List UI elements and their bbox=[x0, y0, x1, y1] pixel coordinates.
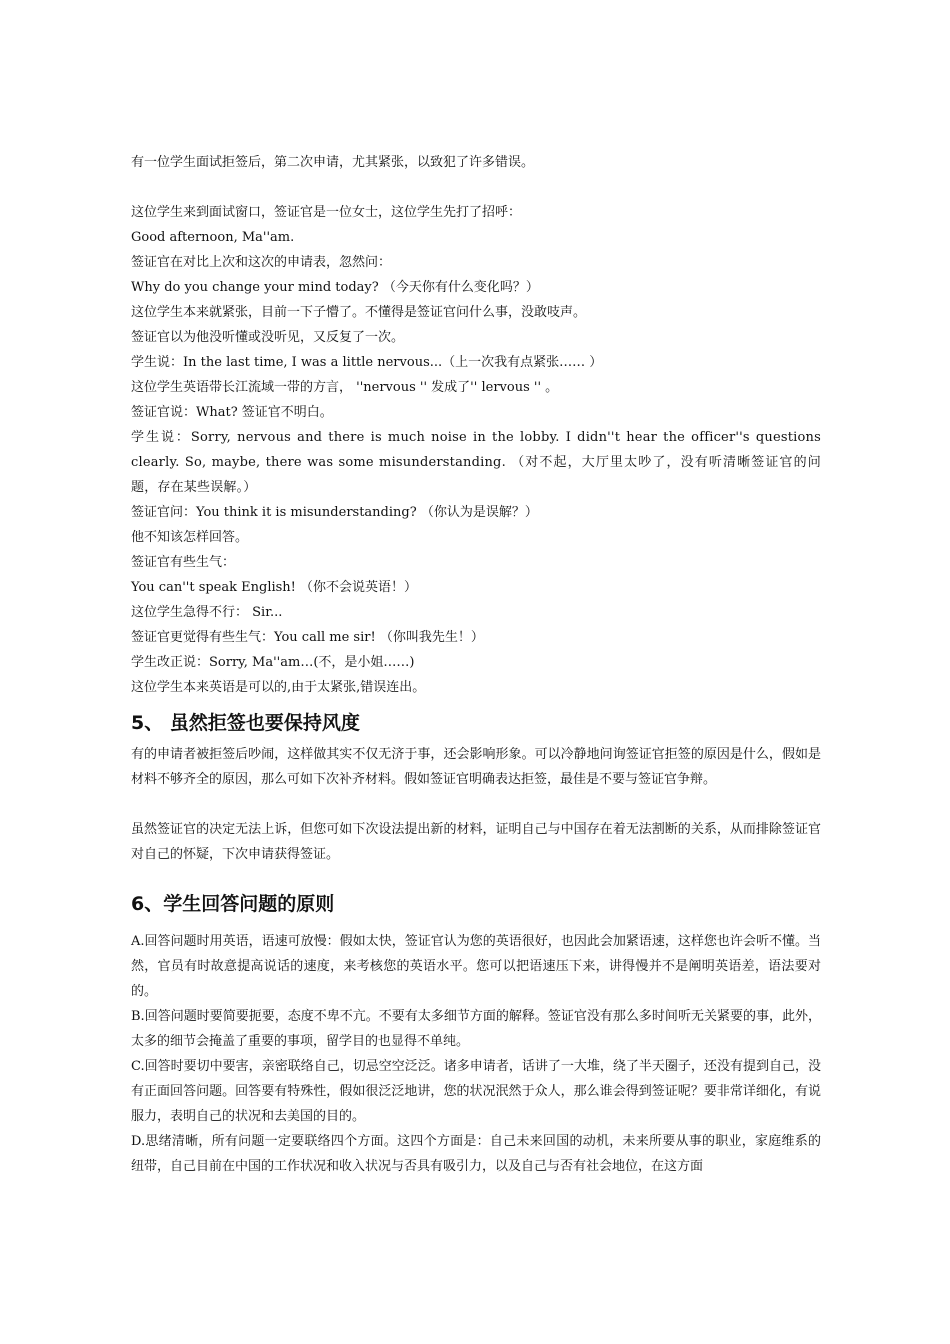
section-6-item-d: D.思绪清晰，所有问题一定要联络四个方面。这四个方面是：自己未来回国的动机，未来所要从事的职业，家庭维系的纽带，自己目前在中国的工作状况和收入状况与否具有吸引力，以及自己与否有社会地位，在这方面 bbox=[131, 1134, 821, 1174]
section-6-heading: 6、学生回答问题的原则 bbox=[131, 893, 335, 915]
section-6-item-c: C.回答时要切中要害，亲密联络自己，切忌空空泛泛。诸多申请者，话讲了一大堆，绕了半天圈子，还没有提到自己，没有正面回答问题。回答要有特殊性，假如很泛泛地讲，您的状况泯然于众人，那么谁会得到签证呢？要非常详细化，有说服力，表明自己的状况和去美国的目的。 bbox=[131, 1059, 821, 1124]
intro-line-10: 签证官说：What? 签证官不明白。 bbox=[131, 405, 333, 420]
intro-line-7: 签证官以为他没听懂或没听见，又反复了一次。 bbox=[131, 330, 405, 345]
intro-line-16: 这位学生急得不行： Sir... bbox=[131, 605, 283, 620]
intro-line-15: You can''t speak English! （你不会说英语！） bbox=[131, 580, 418, 595]
intro-line-12: 签证官问：You think it is misunderstanding? （你认为是误解？） bbox=[131, 505, 538, 520]
intro-line-14: 签证官有些生气： bbox=[131, 555, 236, 570]
intro-line-3: Good afternoon, Ma''am. bbox=[131, 230, 295, 245]
intro-line-6: 这位学生本来就紧张，目前一下子懵了。不懂得是签证官问什么事，没敢吱声。 bbox=[131, 305, 587, 320]
document-page bbox=[131, 150, 821, 1179]
intro-line-9: 这位学生英语带长江流域一带的方言， ''nervous '' 发成了'' lervous '' 。 bbox=[131, 380, 559, 395]
blank-line bbox=[131, 792, 821, 817]
section-6-item-b: B.回答问题时要简要扼要，态度不卑不亢。不要有太多细节方面的解释。签证官没有那么多时间听无关紧要的事，此外，太多的细节会掩盖了重要的事项，留学目的也显得不单纯。 bbox=[131, 1009, 821, 1049]
intro-line-17: 签证官更觉得有些生气：You call me sir! （你叫我先生！） bbox=[131, 630, 484, 645]
intro-line-13: 他不知该怎样回答。 bbox=[131, 530, 249, 545]
section-5-paragraph-1: 有的申请者被拒签后吵闹，这样做其实不仅无济于事，还会影响形象。可以冷静地问询签证官拒签的原因是什么，假如是材料不够齐全的原因，那么可如下次补齐材料。假如签证官明确表达拒签，最佳是不要与签证官争辩。 bbox=[131, 747, 821, 787]
intro-line-11: 学生说：Sorry, nervous and there is much noise in the lobby. I didn''t hear the officer''s questions clearly. So, maybe, there was some misunderstanding. （对不起，大厅里太吵了，没有听清晰签证官的问题，存在某些误解。） bbox=[131, 430, 821, 495]
intro-line-4: 签证官在对比上次和这次的申请表，忽然问： bbox=[131, 255, 392, 270]
intro-line-2: 这位学生来到面试窗口，签证官是一位女士，这位学生先打了招呼： bbox=[131, 205, 522, 220]
blank-line bbox=[131, 175, 821, 200]
intro-line-19: 这位学生本来英语是可以的,由于太紧张,错误连出。 bbox=[131, 680, 426, 695]
intro-line-8: 学生说：In the last time, I was a little nervous...（上一次我有点紧张…… ） bbox=[131, 355, 603, 370]
intro-line-1: 有一位学生面试拒签后，第二次申请，尤其紧张，以致犯了许多错误。 bbox=[131, 155, 535, 170]
section-5-heading: 5、 虽然拒签也要保持风度 bbox=[131, 712, 360, 734]
intro-line-18: 学生改正说：Sorry, Ma''am…(不，是小姐……) bbox=[131, 655, 415, 670]
section-6-item-a: A.回答问题时用英语，语速可放慢：假如太快，签证官认为您的英语很好，也因此会加紧语速，这样您也许会听不懂。当然，官员有时故意提高说话的速度，来考核您的英语水平。您可以把语速压下来，讲得慢并不是阐明英语差，语法要对的。 bbox=[131, 934, 821, 999]
intro-line-5: Why do you change your mind today? （今天你有什么变化吗？） bbox=[131, 280, 539, 295]
section-5-paragraph-2: 虽然签证官的决定无法上诉，但您可如下次设法提出新的材料，证明自己与中国存在着无法割断的关系，从而排除签证官对自己的怀疑，下次申请获得签证。 bbox=[131, 822, 821, 862]
